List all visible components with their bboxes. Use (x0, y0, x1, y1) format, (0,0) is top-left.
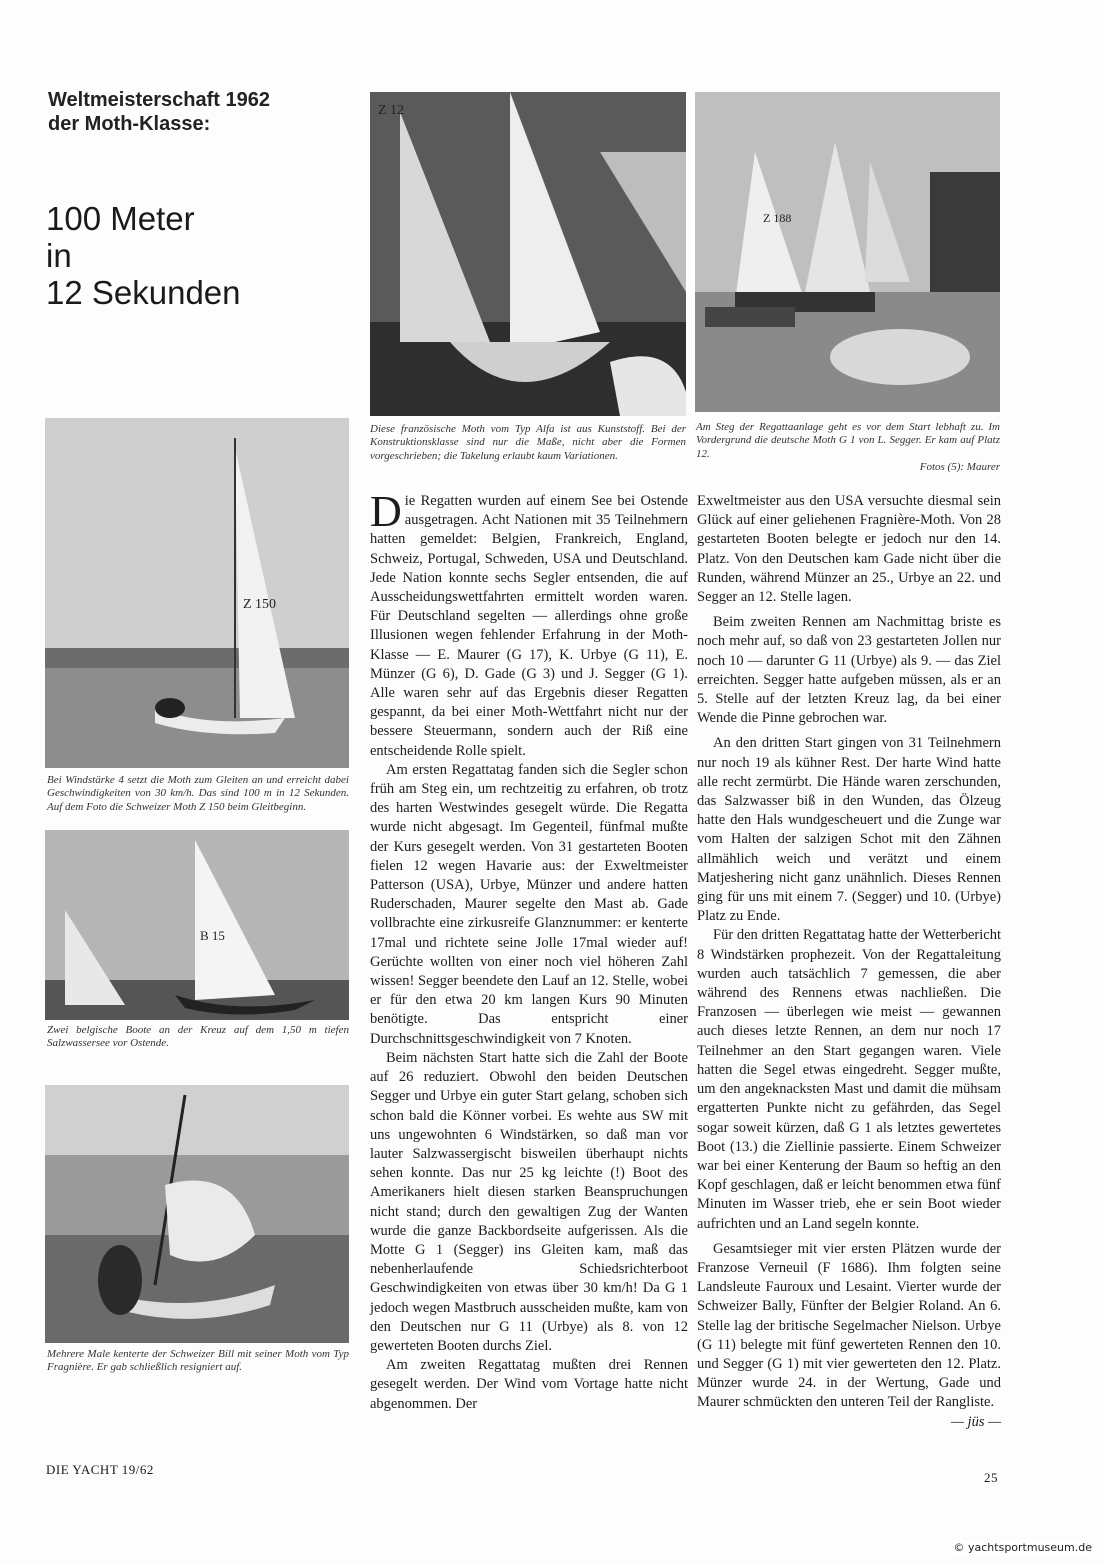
article-column-2 (697, 492, 1001, 1432)
title-line: in (46, 237, 72, 274)
article-paragraph: Gesamtsieger mit vier ersten Plätzen wurde der Franzose Verneuil (F 1686). Ihm folgten seine Landsleute Fauroux und Lesaint. Vierter wurde der Schweizer Bally, Fünfter der Belgier Roland. An 6. Stelle lag der britische Segelmacher Nielson. Urbye (G 11) belegte mit fünf gewerteten Rennen den 10. und Segger (G 1) mit vier gewerteten den 12. Platz. Münzer wurde 24. in der Wertung, Gade und Maurer schmückten den unteren Teil der Rangliste. (697, 1240, 1001, 1411)
article-column-1 (370, 487, 688, 1414)
drop-cap: D (370, 487, 402, 536)
title-line: 100 Meter (46, 200, 195, 237)
photo-jetty (695, 92, 1000, 412)
article-paragraph: Am zweiten Regattatag mußten drei Rennen gesegelt werden. Der Wind vom Vortage hatte nicht abgenommen. Der (370, 1357, 688, 1412)
photo-credit: Fotos (5): Maurer (919, 461, 1000, 474)
kicker-line: der Moth-Klasse: (48, 113, 211, 135)
article-paragraph: Für den dritten Regattatag hatte der Wetterbericht 8 Windstärken prophezeit. Von der Regattaleitung wurden auch tatsächlich 7 gemessen, die aber während des Rennens etwas nachließen. Die Franzosen — überlegen wie meist — gewannen auch dieses letzte Rennen, an dem nur noch 17 Teilnehmer an den Start gegangen waren. Viele hatten die Segel etwas eingedreht. Segger mußte, um den angeknacksten Mast und damit die mühsam ergatterten Punkte nicht zu gefährden, das Segel sogar soweit kürzen, daß G 1 als letztes gewertetes Boot (13.) die Ziellinie passierte. Einem Schweizer war bei einer Kenterung der Baum so heftig an den Kopf geschlagen, daß er leicht benommen etwa fünf Minuten im Wasser trieb, ehe er sein Boot wieder aufrichten und an Land segeln konnte. (697, 927, 1001, 1232)
photo-capsized-moth (45, 1085, 349, 1343)
sail-number: Z 12 (378, 103, 405, 118)
article-paragraph (370, 487, 688, 761)
magazine-issue: DIE YACHT 19/62 (46, 1462, 154, 1477)
photo-caption-block (696, 421, 1000, 475)
article-paragraph: An den dritten Start gingen von 31 Teilnehmern nur noch 19 als kühner Rest. Der harte Wind hatte alle recht zermürbt. Die Hände waren zerschunden, das Salzwasser biß in den Wunden, das Ölzeug hatte den Hals wundgescheuert und die Zunge war vom Halten der salzigen Schot mit den Zähnen allmählich weich und verätzt und einem Matjeshering nicht ganz unähnlich. Dieses Rennen ging für uns mit einem 7. (Segger) und 10. (Urbye) Platz zu Ende. (697, 735, 1001, 925)
sail-number: B 15 (200, 928, 225, 943)
photo-french-moth (370, 92, 686, 416)
article-paragraph: Am ersten Regattatag fanden sich die Segler schon früh am Steg ein, um rechtzeitig zu erfahren, ob trotz des harten Westwindes gesegelt würde. Die Regatta wurde nicht abgesagt. Im Gegenteil, fünfmal mußte der Kurs gesegelt werden. Von 31 gestarteten Booten fielen 12 wegen Havarie aus: der Exweltmeister Patterson (USA), Urbye, Münzer und andere hatten Ruderschaden, Maurer segelte den Mast ab. Gade vollbrachte eine zirkusreife Glanznummer: er kenterte 17mal und richtete seine Jolle 17mal wieder auf! Gerüchte wollten von einer noch viel höheren Zahl wissen! Segger beendete den Lauf an 12. Stelle, wobei er für den etwa 20 km langen Kurs 90 Minuten benötigte. Das entspricht einer Durchschnittsgeschwindigkeit von 7 Knoten. (370, 761, 688, 1047)
photo-caption: Am Steg der Regattaanlage geht es vor dem Start lebhaft zu. Im Vordergrund die deutsche Moth G 1 von L. Segger. Er kam auf Platz 12. (696, 421, 1000, 460)
photo-caption: Bei Windstärke 4 setzt die Moth zum Gleiten an und erreicht dabei Geschwindigkeiten von 30 km/h. Das sind 100 m in 12 Sekunden. Auf dem Foto die Schweizer Moth Z 150 beim Gleitbeginn. (47, 774, 349, 813)
sail-number: Z 150 (243, 597, 277, 612)
author-signature: — jüs — (951, 1413, 1001, 1430)
photo-caption: Mehrere Male kenterte der Schweizer Bill mit seiner Moth vom Typ Fragnière. Er gab schließlich resigniert auf. (47, 1348, 349, 1374)
sail-number: Z 188 (763, 211, 792, 225)
article-paragraph: Beim zweiten Rennen am Nachmittag briste es noch mehr auf, so daß von 23 gestarteten Jollen nur noch 10 — darunter G 11 (Urbye) als 9. — das Ziel erreichten. Segger hatte aufgeben müssen, als er an 5. Stelle auf der letzten Kreuz lag, da bei einer Wende die Pinne gebrochen war. (697, 614, 1001, 727)
article-paragraph: Exweltmeister aus den USA versuchte diesmal sein Glück auf einer geliehenen Fragnière-Moth. Von 28 gestarteten Booten belegte er jedoch nur den 14. Platz. Von den Deutschen kam Gade nicht über die Runden, während Münzer an 25., Urbye an 22. und Segger an 12. Stelle lagen. (697, 493, 1001, 606)
article-kicker (48, 88, 358, 136)
article-title (46, 200, 356, 311)
photo-belgian-boats (45, 830, 349, 1020)
article-paragraph: Beim nächsten Start hatte sich die Zahl der Boote auf 26 reduziert. Obwohl den beiden Deutschen Segger und Urbye ein guter Start gelang, schoben sich schon bald die Könner vorbei. Es wehte aus SW mit uns ungewohnten 6 Windstärken, so daß man vor lauter Salzwassergischt bisweilen überhaupt nichts sehen konnte. Das nur 25 kg leichte (!) Boot des Amerikaners hielt diesen starken Beanspruchungen nicht stand; durch den gewaltigen Zug der Wanten wurde die ganze Backbordseite aufgerissen. Als die Motte G 1 (Segger) ins Gleiten kam, maß das nebenherlaufende Schiedsrichterboot Geschwindigkeiten von etwas über 30 km/h! Da G 1 jedoch wegen Mastbruch ausscheiden mußte, kam von den Deutschen nur G 11 (Urbye) als 8. von 12 gewerteten Booten durchs Ziel. (370, 1049, 688, 1354)
photo-caption: Diese französische Moth vom Typ Alfa ist aus Kunststoff. Bei der Konstruktionsklasse sind nur die Maße, nicht aber die Formen vorgeschrieben; die Takelung erlaubt kaum Variationen. (370, 423, 686, 462)
title-line: 12 Sekunden (46, 274, 241, 311)
paragraph-text: ie Regatten wurden auf einem See bei Ostende ausgetragen. Acht Nationen mit 35 Teilnehmern hatten gemeldet: Belgien, Frankreich, England, Schweiz, Portugal, Schweden, USA und Deutschland. Jede Nation konnte sechs Segler entsenden, die auf Ausscheidungswettfahrten ermittelt worden waren. Für Deutschland segelten — allerdings ohne große Illusionen wegen fehlender Erfahrung in der Moth-Klasse — E. Maurer (G 17), K. Urbye (G 11), E. Münzer (G 6), D. Gade (G 3) und J. Segger (G 1). Alle waren sehr auf das Ergebnis dieser Regatten gespannt, da bei einer Moth-Wettfahrt nicht nur der bessere Steuermann, sondern auch der Riß eine entscheidende Rolle spielt. (370, 493, 688, 759)
photo-z150-planing (45, 418, 349, 768)
kicker-line: Weltmeisterschaft 1962 (48, 89, 270, 111)
photo-caption: Zwei belgische Boote an der Kreuz auf dem 1,50 m tiefen Salzwassersee vor Ostende. (47, 1024, 349, 1050)
page-number: 25 (984, 1470, 998, 1485)
watermark: © yachtsportmuseum.de (953, 1541, 1092, 1554)
